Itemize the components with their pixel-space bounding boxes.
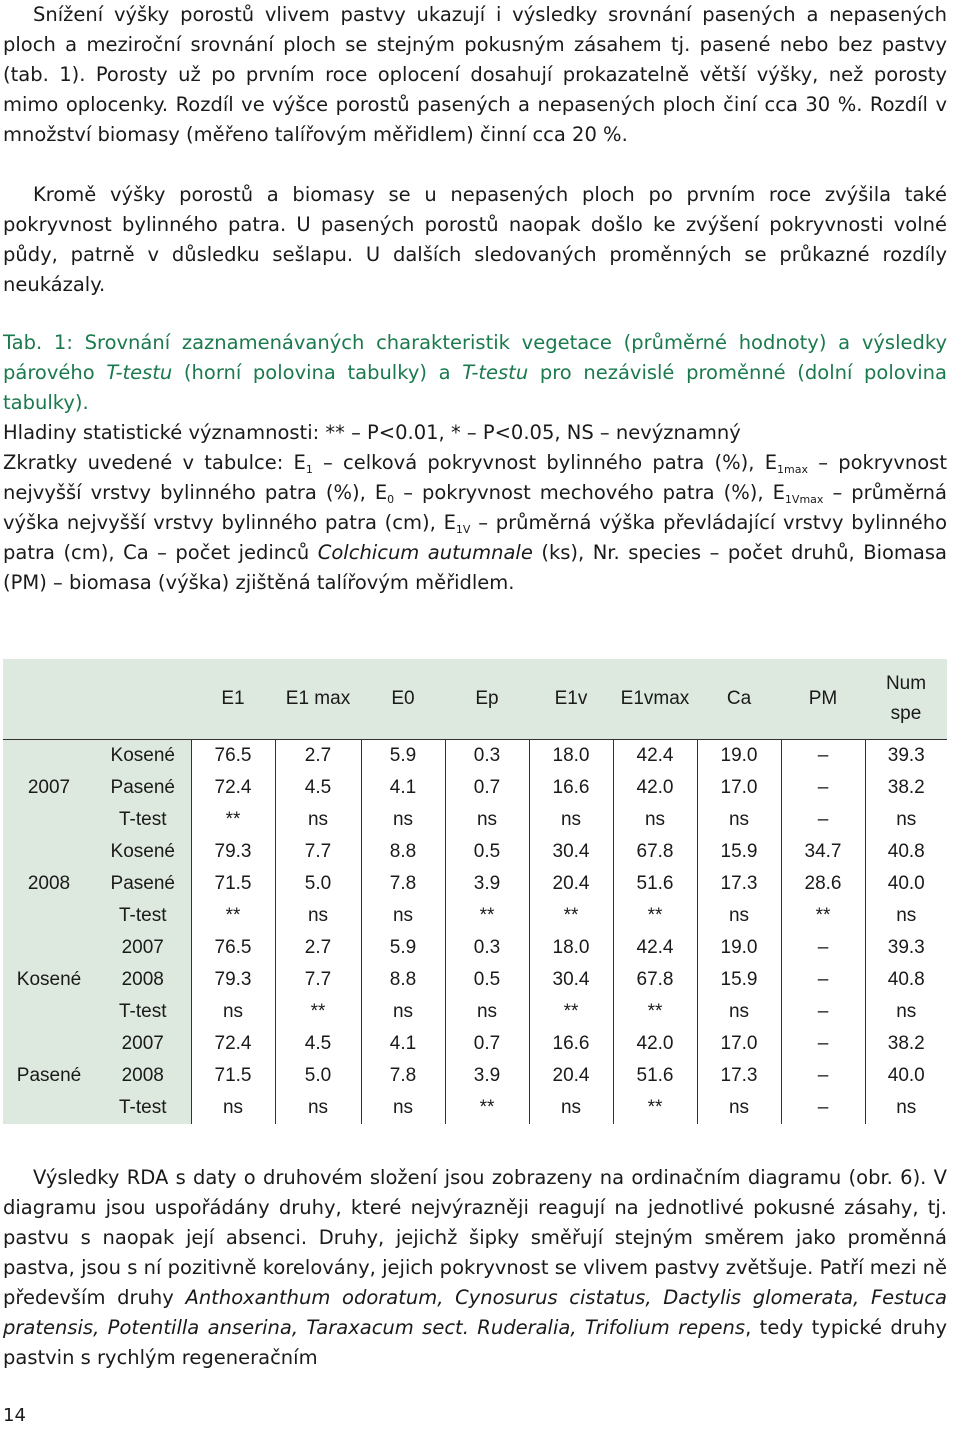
caption-part: Tab. 1: Srovnání zaznamenávaných charakteristik vegetace (průměrné hodnoty) a výsledky párového bbox=[3, 331, 947, 384]
table-cell: ns bbox=[529, 1092, 613, 1124]
table-cell: 42.4 bbox=[613, 932, 697, 964]
table-cell: 3.9 bbox=[445, 1060, 529, 1092]
table-cell: 3.9 bbox=[445, 868, 529, 900]
table-cell: – bbox=[781, 804, 865, 836]
row-label: 2008 bbox=[95, 1060, 191, 1092]
table-row bbox=[3, 1060, 947, 1092]
rda-text: , tedy typické druhy pastvin s rychlým regeneračním bbox=[3, 1316, 947, 1369]
table-cell: 79.3 bbox=[191, 836, 275, 868]
rda-text: Výsledky RDA s daty o druhovém složení jsou zobrazeny na ordinačním diagramu (obr. 6). V diagramu jsou uspořádány druhy, které nejvýrazněji reagují na jednotlivé pokusné zásahy, tj. pastvu s naopak její absenci. Druhy, jejichž šipky směřují stejným směrem jako proměnná pastva, jsou s ní pozitivně korelovány, jejich pokryvnost se vlivem pastvy zvětšuje. Patří mezi ně především druhy bbox=[3, 1166, 947, 1309]
row-label: 2008 bbox=[95, 964, 191, 996]
row-label: 2007 bbox=[95, 1028, 191, 1060]
abbr-sub: 1Vmax bbox=[784, 493, 824, 506]
table-cell: – bbox=[781, 996, 865, 1028]
abbr-sub: 1V bbox=[455, 523, 471, 536]
table-cell: 30.4 bbox=[529, 836, 613, 868]
table-cell: ** bbox=[191, 900, 275, 932]
table-cell: 15.9 bbox=[697, 836, 781, 868]
table-cell: 7.8 bbox=[361, 1060, 445, 1092]
table-cell: ** bbox=[445, 1092, 529, 1124]
significance-levels: Hladiny statistické významnosti: ** – P<0.01, * – P<0.05, NS – nevýznamný bbox=[3, 421, 741, 444]
table-row bbox=[3, 996, 947, 1028]
table-cell: ns bbox=[697, 996, 781, 1028]
table-cell: 40.8 bbox=[865, 964, 947, 996]
table-cell: ns bbox=[697, 1092, 781, 1124]
table-cell: 0.3 bbox=[445, 740, 529, 773]
group-label: Kosené bbox=[3, 932, 95, 1028]
table-cell: 17.0 bbox=[697, 772, 781, 804]
table-cell: 20.4 bbox=[529, 1060, 613, 1092]
table-row bbox=[3, 900, 947, 932]
table-cell: 5.9 bbox=[361, 932, 445, 964]
table-cell: ** bbox=[781, 900, 865, 932]
table-cell: 79.3 bbox=[191, 964, 275, 996]
caption-part: (horní polovina tabulky) a bbox=[172, 361, 463, 384]
table-row bbox=[3, 932, 947, 964]
table-cell: 71.5 bbox=[191, 1060, 275, 1092]
row-label: T-test bbox=[95, 996, 191, 1028]
row-label: Kosené bbox=[95, 740, 191, 773]
table-cell: 5.0 bbox=[275, 1060, 361, 1092]
table-cell: 5.0 bbox=[275, 868, 361, 900]
table-cell: ns bbox=[361, 900, 445, 932]
table-cell: – bbox=[781, 1092, 865, 1124]
paragraph-grazing-height: Snížení výšky porostů vlivem pastvy ukazují i výsledky srovnání pasených a nepasených ploch a meziroční srovnání ploch se stejným pokusným zásahem tj. pasené nebo bez pastvy (tab. 1). Porosty už po prvním roce oplocení dosahují prokazatelně větší výšky, než porosty mimo oplocenky. Rozdíl ve výšce porostů pasených a nepasených ploch činí cca 30 %. Rozdíl v množství biomasy (měřeno talířovým měřidlem) činní cca 20 %. bbox=[3, 3, 947, 146]
table-cell: 4.5 bbox=[275, 772, 361, 804]
table-cell: 30.4 bbox=[529, 964, 613, 996]
table-cell: 39.3 bbox=[865, 932, 947, 964]
table-cell: ns bbox=[865, 804, 947, 836]
paragraph-cover: Kromě výšky porostů a biomasy se u nepasených ploch po prvním roce zvýšila také pokryvnost bylinného patra. U pasených porostů naopak došlo ke zvýšení pokryvnosti volné půdy, patrně v důsledku sešlapu. U dalších sledovaných proměnných se průkazné rozdíly neukázaly. bbox=[3, 183, 947, 296]
table-cell: ns bbox=[191, 996, 275, 1028]
table-cell: 42.0 bbox=[613, 1028, 697, 1060]
row-label: T-test bbox=[95, 1092, 191, 1124]
table-cell: 19.0 bbox=[697, 932, 781, 964]
rda-species: Anthoxanthum odoratum, Cynosurus cistatus, Dactylis glomerata, Festuca pratensis, Potentilla anserina, Taraxacum sect. Ruderalia, Trifolium repens bbox=[3, 1286, 947, 1339]
column-header: E0 bbox=[361, 659, 445, 740]
column-header: E1 bbox=[191, 659, 275, 740]
table-cell: 76.5 bbox=[191, 740, 275, 773]
table-cell: 38.2 bbox=[865, 772, 947, 804]
row-label: T-test bbox=[95, 900, 191, 932]
page-number: 14 bbox=[3, 1405, 26, 1426]
abbr-text: – průměrná výška převládající vrstvy bylinného patra (cm), Ca – počet jedinců bbox=[3, 511, 948, 564]
table-row bbox=[3, 804, 947, 836]
table-cell: 17.3 bbox=[697, 868, 781, 900]
table-header-row bbox=[3, 659, 947, 740]
table-cell: 15.9 bbox=[697, 964, 781, 996]
table-row bbox=[3, 964, 947, 996]
table-cell: 42.4 bbox=[613, 740, 697, 773]
table-cell: 2.7 bbox=[275, 932, 361, 964]
table-cell: 7.7 bbox=[275, 964, 361, 996]
abbr-text: Zkratky uvedené v tabulce: E bbox=[3, 451, 306, 474]
table-cell: 16.6 bbox=[529, 1028, 613, 1060]
row-label: T-test bbox=[95, 804, 191, 836]
table-cell: ** bbox=[275, 996, 361, 1028]
group-label: 2007 bbox=[3, 740, 95, 837]
table-row bbox=[3, 836, 947, 868]
abbreviations bbox=[3, 448, 947, 598]
group-label: Pasené bbox=[3, 1028, 95, 1124]
table-cell: 67.8 bbox=[613, 836, 697, 868]
table-cell: 28.6 bbox=[781, 868, 865, 900]
caption-ttest: T-testu bbox=[106, 361, 173, 384]
table-cell: ns bbox=[275, 900, 361, 932]
table-cell: ns bbox=[697, 900, 781, 932]
table-cell: – bbox=[781, 932, 865, 964]
table-cell: – bbox=[781, 740, 865, 773]
table-cell: ns bbox=[361, 804, 445, 836]
column-header: E1v bbox=[529, 659, 613, 740]
caption-part: pro nezávislé proměnné (dolní polovina tabulky). bbox=[3, 361, 947, 414]
table-cell: 51.6 bbox=[613, 1060, 697, 1092]
table-cell: 19.0 bbox=[697, 740, 781, 773]
table-cell: ** bbox=[529, 996, 613, 1028]
table-cell: 18.0 bbox=[529, 740, 613, 773]
row-label: 2007 bbox=[95, 932, 191, 964]
abbr-sub: 1 bbox=[305, 463, 313, 476]
table-cell: 40.0 bbox=[865, 868, 947, 900]
table-cell: 2.7 bbox=[275, 740, 361, 773]
table-row bbox=[3, 1028, 947, 1060]
table-cell: 38.2 bbox=[865, 1028, 947, 1060]
table-cell: 4.1 bbox=[361, 772, 445, 804]
table-cell: 20.4 bbox=[529, 868, 613, 900]
table-cell: – bbox=[781, 1028, 865, 1060]
table-cell: 67.8 bbox=[613, 964, 697, 996]
table-cell: ** bbox=[613, 1092, 697, 1124]
caption-ttest: T-testu bbox=[462, 361, 529, 384]
abbr-species: Colchicum autumnale bbox=[317, 541, 533, 564]
table-cell: 71.5 bbox=[191, 868, 275, 900]
table-cell: 8.8 bbox=[361, 836, 445, 868]
table-cell: ns bbox=[445, 804, 529, 836]
table-cell: 8.8 bbox=[361, 964, 445, 996]
table-cell: 17.3 bbox=[697, 1060, 781, 1092]
table-cell: 0.5 bbox=[445, 836, 529, 868]
vegetation-table bbox=[3, 659, 947, 1124]
table-cell: – bbox=[781, 1060, 865, 1092]
table-cell: 0.7 bbox=[445, 1028, 529, 1060]
table-row bbox=[3, 868, 947, 900]
table-cell: ns bbox=[361, 1092, 445, 1124]
table-cell: ns bbox=[191, 1092, 275, 1124]
column-header: Ca bbox=[697, 659, 781, 740]
table-cell: 17.0 bbox=[697, 1028, 781, 1060]
group-label: 2008 bbox=[3, 836, 95, 932]
table-cell: ** bbox=[613, 900, 697, 932]
abbr-text: (ks), Nr. species – počet druhů, Biomasa (PM) – biomasa (výška) zjištěná talířovým měřidlem. bbox=[3, 541, 947, 594]
table-cell: ** bbox=[191, 804, 275, 836]
table-cell: ns bbox=[275, 804, 361, 836]
column-header: PM bbox=[781, 659, 865, 740]
table-cell: ** bbox=[613, 996, 697, 1028]
table-cell: 72.4 bbox=[191, 772, 275, 804]
abbr-text: – průměrná výška nejvyšší vrstvy bylinného patra (cm), E bbox=[3, 481, 947, 534]
table-cell: 4.5 bbox=[275, 1028, 361, 1060]
row-label: Kosené bbox=[95, 836, 191, 868]
table-cell: 39.3 bbox=[865, 740, 947, 773]
table-caption bbox=[3, 328, 947, 418]
column-header: E1vmax bbox=[613, 659, 697, 740]
table-cell: 5.9 bbox=[361, 740, 445, 773]
table-cell: ns bbox=[865, 996, 947, 1028]
table-cell: 18.0 bbox=[529, 932, 613, 964]
table-cell: 76.5 bbox=[191, 932, 275, 964]
table-cell: 72.4 bbox=[191, 1028, 275, 1060]
table-cell: ns bbox=[275, 1092, 361, 1124]
table-row bbox=[3, 772, 947, 804]
table-cell: ns bbox=[361, 996, 445, 1028]
header-empty bbox=[3, 659, 95, 740]
table-cell: 42.0 bbox=[613, 772, 697, 804]
abbr-sub: 1max bbox=[777, 463, 808, 476]
column-header: Ep bbox=[445, 659, 529, 740]
table-cell: 40.8 bbox=[865, 836, 947, 868]
table-cell: ns bbox=[865, 900, 947, 932]
table-cell: 34.7 bbox=[781, 836, 865, 868]
table-cell: 7.8 bbox=[361, 868, 445, 900]
table-cell: 4.1 bbox=[361, 1028, 445, 1060]
table-cell: – bbox=[781, 772, 865, 804]
table-cell: 0.5 bbox=[445, 964, 529, 996]
row-label: Pasené bbox=[95, 868, 191, 900]
table-cell: 16.6 bbox=[529, 772, 613, 804]
table-cell: 0.7 bbox=[445, 772, 529, 804]
table-cell: 0.3 bbox=[445, 932, 529, 964]
paragraph-rda bbox=[3, 1163, 947, 1373]
table-cell: ns bbox=[697, 804, 781, 836]
table-cell: ns bbox=[865, 1092, 947, 1124]
table-cell: ns bbox=[613, 804, 697, 836]
table-cell: ** bbox=[529, 900, 613, 932]
header-empty bbox=[95, 659, 191, 740]
column-header: E1 max bbox=[275, 659, 361, 740]
table-cell: ns bbox=[529, 804, 613, 836]
abbr-text: – pokryvnost mechového patra (%), E bbox=[394, 481, 785, 504]
table-row bbox=[3, 1092, 947, 1124]
table-cell: 40.0 bbox=[865, 1060, 947, 1092]
table-row bbox=[3, 740, 947, 773]
row-label: Pasené bbox=[95, 772, 191, 804]
table-cell: ** bbox=[445, 900, 529, 932]
table-cell: 51.6 bbox=[613, 868, 697, 900]
column-header: Num spe bbox=[865, 659, 947, 740]
abbr-text: – celková pokryvnost bylinného patra (%), E bbox=[312, 451, 778, 474]
table-cell: – bbox=[781, 964, 865, 996]
table-cell: 7.7 bbox=[275, 836, 361, 868]
abbr-sub: 0 bbox=[387, 493, 395, 506]
abbr-text: – pokryvnost nejvyšší vrstvy bylinného patra (%), E bbox=[3, 451, 947, 504]
table-cell: ns bbox=[445, 996, 529, 1028]
